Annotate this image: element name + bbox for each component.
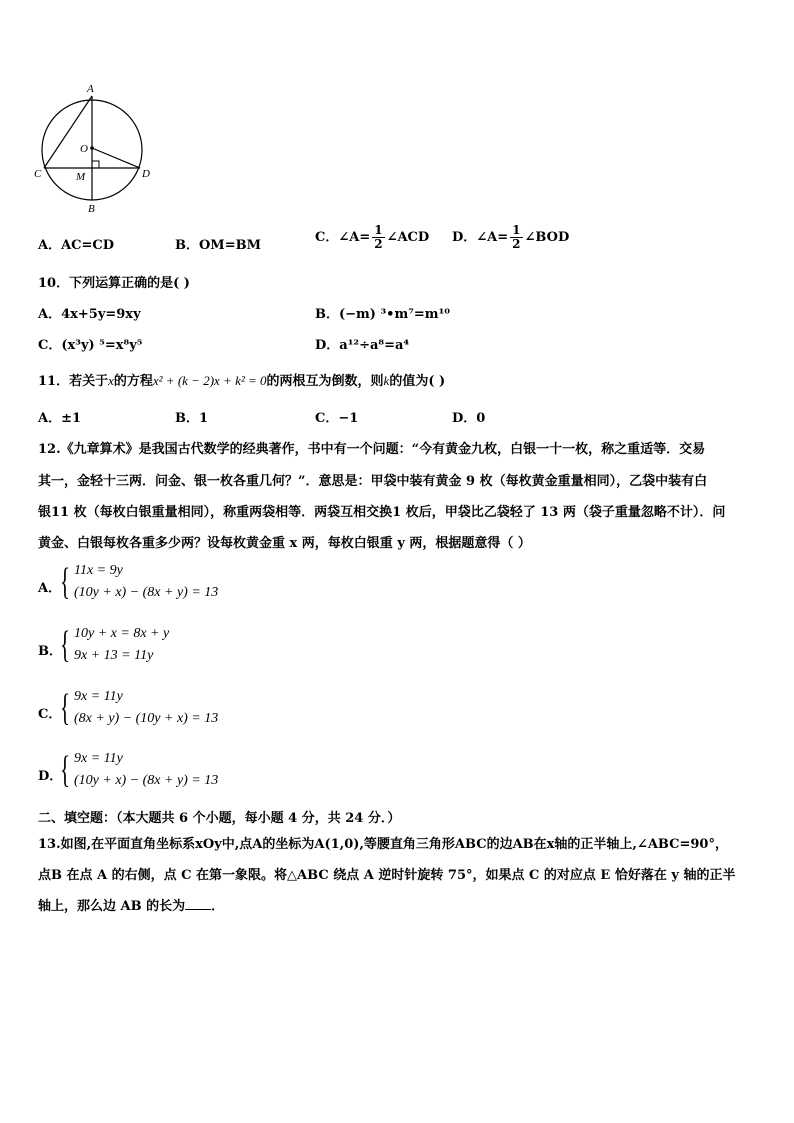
q11-option-a: A．±1 [38,411,82,426]
q11-stem-prefix: 11．若关于 [38,374,109,389]
q9-option-c-suffix: ∠ACD [386,230,430,245]
label-d: D [142,168,150,180]
fraction-one-half [372,224,384,251]
fraction-denominator: 2 [512,237,521,251]
label-a: A [87,83,94,95]
equation-1: 10y + x = 8x + y [74,626,170,641]
q12-line-3: 银11 枚（每枚白银重量相同），称重两袋相等．两袋互相交换1 枚后，甲袋比乙袋轻了 13 两（袋子重量忽略不计）．问 [38,505,726,520]
fraction-denominator: 2 [374,237,383,251]
equation-1: 9x = 11y [74,751,123,766]
answer-blank[interactable] [185,897,211,910]
left-brace: { [60,687,71,729]
q11-option-c: C．−1 [315,411,359,426]
q10-option-d: D．a¹²÷a⁸=a⁴ [315,338,410,353]
q9-option-a: A．AC=CD [38,238,115,253]
q11-var-x: x [108,373,114,388]
q11-stem-end: 的值为( ) [389,374,446,389]
q12-option-c-label: C． [38,707,62,722]
q9-option-c [315,224,429,251]
q12-line-1: 12.《九章算术》是我国古代数学的经典著作，书中有一个问题：“今有黄金九枚，白银一十一枚，称之重适等．交易 [38,442,706,457]
q12-line-4: 黄金、白银每枚各重多少两？设每枚黄金重 x 两，每枚白银重 y 两，根据题意得（ ） [38,536,531,551]
q10-stem: 10．下列运算正确的是( ) [38,276,190,291]
label-m: M [76,171,86,183]
q11-stem-post: 的两根互为倒数，则 [266,374,384,389]
equation-1: 9x = 11y [74,689,123,704]
equation-2: (10y + x) − (8x + y) = 13 [74,773,219,788]
equation-2: (10y + x) − (8x + y) = 13 [74,585,219,600]
q10-option-a: A．4x+5y=9xy [38,307,141,322]
fraction-numerator: 1 [374,223,383,237]
label-c: C [34,168,42,180]
fraction-one-half [510,224,522,251]
q9-option-d-prefix: D．∠A= [452,230,509,245]
circle-geometry-figure [30,80,160,220]
left-brace: { [60,561,71,603]
q13-line-2: 点B 在点 A 的右侧，点 C 在第一象限。将△ABC 绕点 A 逆时针旋转 75°，如果点 C 的对应点 E 恰好落在 y 轴的正半 [38,868,736,883]
right-angle-mark [92,161,99,168]
q11-stem [38,370,445,389]
label-b: B [88,203,95,215]
q12-line-2: 其一，金轻十三两．问金、银一枚各重几何？”．意思是：甲袋中装有黄金 9 枚（每枚黄金重量相同），乙袋中装有白 [38,474,708,489]
q9-option-c-prefix: C．∠A= [315,230,371,245]
q11-option-b: B．1 [175,411,209,426]
q10-option-b: B．(−m) ³•m⁷=m¹⁰ [315,307,450,322]
q12-option-a-label: A． [38,581,62,596]
fraction-numerator: 1 [512,223,521,237]
q13-line-3-text: 轴上，那么边 AB 的长为 [38,899,186,914]
equation-1: 11x = 9y [74,563,123,578]
left-brace: { [60,749,71,791]
q11-option-d: D．0 [452,411,486,426]
q12-option-d-label: D． [38,769,63,784]
q11-stem-mid: 的方程 [113,374,153,389]
q13-line-1: 13.如图,在平面直角坐标系xOy中,点A的坐标为A(1,0),等腰直角三角形ABC的边AB在x轴的正半轴上,∠ABC=90°， [38,837,728,852]
left-brace: { [60,624,71,666]
q11-var-k: k [383,373,390,388]
section-2-title: 二、填空题：（本大题共 6 个小题，每小题 4 分，共 24 分．） [38,811,401,826]
equation-2: 9x + 13 = 11y [74,648,154,663]
q13-line-3 [38,895,224,914]
equation-2: (8x + y) − (10y + x) = 13 [74,711,219,726]
q9-option-d [452,224,569,251]
q12-option-b-label: B． [38,644,62,659]
q9-option-d-suffix: ∠BOD [524,230,570,245]
q10-option-c: C．(x³y) ⁵=x⁸y⁵ [38,338,143,353]
label-o: O [80,143,88,155]
center-point [90,146,94,150]
q11-equation: x² + (k − 2)x + k² = 0 [152,373,267,388]
q13-line-3-end: ． [211,899,225,914]
q9-option-b: B．OM=BM [175,238,261,253]
